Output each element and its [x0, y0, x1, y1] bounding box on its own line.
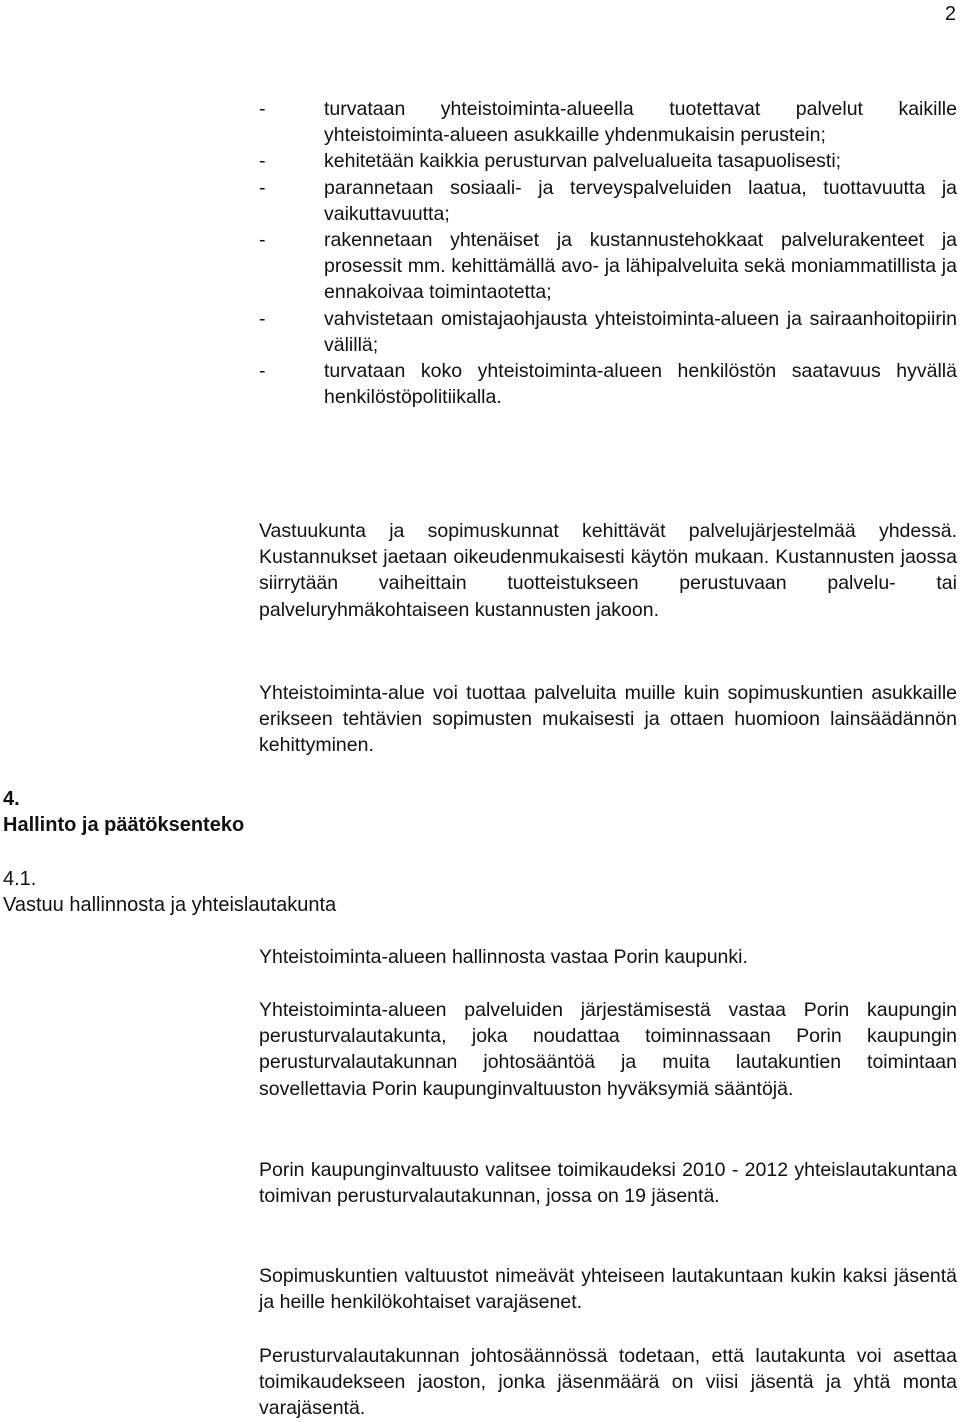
- section-title: Hallinto ja päätöksenteko: [3, 814, 245, 836]
- bullet-text: rakennetaan yhtenäiset ja kustannustehokkaat palvelurakenteet ja prosessit mm. kehittämällä avo- ja lähipalveluita sekä moniammatillista ja ennakoivaa toimintaotetta;: [324, 229, 957, 304]
- bullet-dash: -: [259, 360, 266, 383]
- bullet-dash: -: [259, 98, 266, 120]
- bullet-text: turvataan yhteistoiminta-alueella tuotettavat palvelut kaikille yhteistoiminta-alueen asukkaille yhdenmukaisin perustein;: [324, 98, 957, 147]
- bullet-dash: -: [259, 229, 266, 252]
- subsection-title: Vastuu hallinnosta ja yhteislautakunta: [3, 894, 337, 916]
- section-heading: [3, 786, 244, 838]
- page-number: 2: [944, 3, 956, 25]
- bullet-dash: -: [259, 150, 266, 173]
- bullet-item: [259, 148, 957, 174]
- paragraph-sopimuskuntien-valtuustot: Sopimuskuntien valtuustot nimeävät yhteiseen lautakuntaan kukin kaksi jäsentä ja heille henkilökohtaiset varajäsenet.: [259, 1265, 957, 1314]
- paragraph-hallinnosta: Yhteistoiminta-alueen hallinnosta vastaa Porin kaupunki.: [259, 946, 748, 968]
- goals-bullet-list: [259, 96, 957, 410]
- subsection-heading: [3, 866, 336, 918]
- section-number: 4.: [3, 788, 20, 810]
- paragraph-yhteistoiminta-alue: Yhteistoiminta-alue voi tuottaa palveluita muille kuin sopimuskuntien asukkaille erikseen tehtävien sopimusten mukaisesti ja ottaen huomioon lainsäädännön kehittyminen.: [259, 682, 957, 757]
- bullet-item: [259, 96, 957, 148]
- bullet-text: turvataan koko yhteistoiminta-alueen henkilöstön saatavuus hyvällä henkilöstöpolitiikalla.: [324, 360, 957, 409]
- subsection-number: 4.1.: [3, 868, 37, 890]
- bullet-item: [259, 227, 957, 306]
- bullet-text: vahvistetaan omistajaohjausta yhteistoiminta-alueen ja sairaanhoitopiirin välillä;: [324, 307, 957, 356]
- bullet-item: [259, 175, 957, 227]
- paragraph-palveluiden-jarjestamisesta: Yhteistoiminta-alueen palveluiden järjestämisestä vastaa Porin kaupungin perusturvalautakunta, joka noudattaa toiminnassaan Porin kaupungin perusturvalautakunnan johtosääntöä ja muita lautakuntien toimintaan sovellettavia Porin kaupunginvaltuuston hyväksymiä sääntöjä.: [259, 999, 957, 1100]
- bullet-text: parannetaan sosiaali- ja terveyspalveluiden laatua, tuottavuutta ja vaikuttavuutta;: [324, 176, 957, 225]
- bullet-dash: -: [259, 176, 266, 199]
- bullet-text: kehitetään kaikkia perusturvan palvelualueita tasapuolisesti;: [324, 150, 842, 173]
- bullet-item: [259, 306, 957, 358]
- bullet-item: [259, 358, 957, 410]
- bullet-dash: -: [259, 307, 266, 330]
- paragraph-johtosaanto: Perusturvalautakunnan johtosäännössä todetaan, että lautakunta voi asettaa toimikaudekseen jaoston, jonka jäsenmäärä on viisi jäsentä ja yhtä monta varajäsentä.: [259, 1345, 957, 1420]
- paragraph-vastuukunta: Vastuukunta ja sopimuskunnat kehittävät palvelujärjestelmää yhdessä. Kustannukset jaetaan oikeudenmukaisesti käytön mukaan. Kustannusten jaossa siirrytään vaiheittain tuotteistukseen perustuvaan palvelu- tai palveluryhmäkohtaiseen kustannusten jakoon.: [259, 520, 957, 621]
- paragraph-kaupunginvaltuusto: Porin kaupunginvaltuusto valitsee toimikaudeksi 2010 - 2012 yhteislautakuntana toimivan perusturvalautakunnan, jossa on 19 jäsentä.: [259, 1159, 957, 1208]
